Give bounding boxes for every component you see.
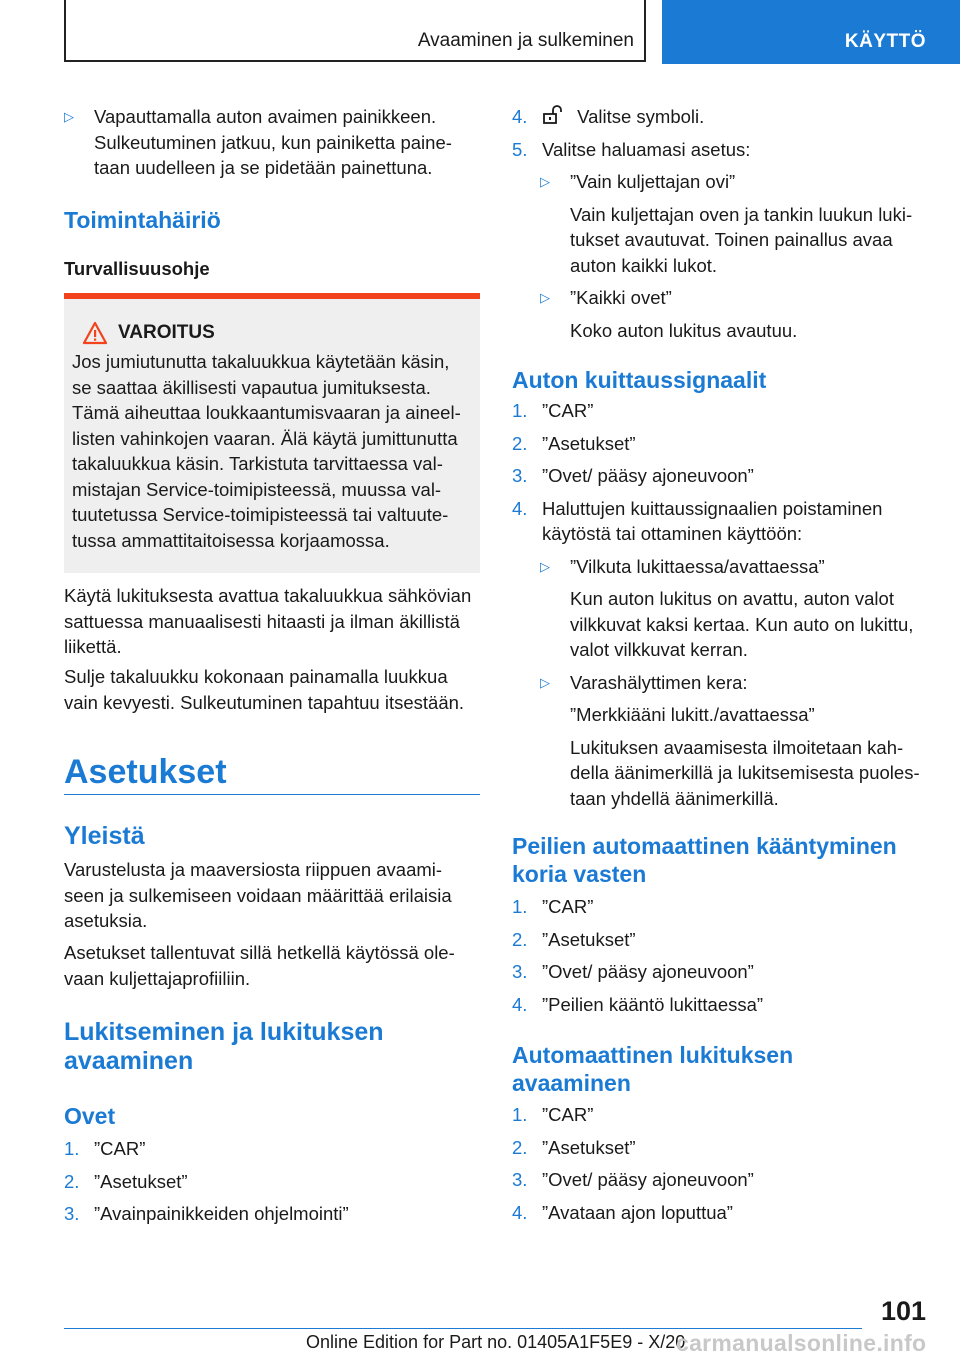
heading-line: koria vasten — [512, 861, 647, 887]
step-text: ”Avataan ajon loputtua” — [542, 1201, 733, 1223]
page-header — [0, 0, 960, 66]
lock-heading — [64, 1018, 480, 1076]
section-title: Avaaminen ja sulkeminen — [64, 0, 646, 62]
paragraph-line: vilkkuvat kaksi kertaa. Kun auto on lukittu, — [570, 613, 914, 635]
step-text: Valitse haluamasi asetus: — [542, 138, 751, 160]
general-heading: Yleistä — [64, 822, 145, 850]
step-number: 2. — [512, 928, 528, 950]
auto-unlock-steps — [512, 1102, 926, 1225]
paragraph-line: vain kevyesti. Sulkeutuminen tapahtuu itsestään. — [64, 691, 465, 713]
step-text: käytöstä tai ottaminen käyttöön: — [542, 523, 803, 544]
step-number: 4. — [512, 106, 528, 127]
list-item — [512, 1102, 926, 1128]
step-text: Haluttujen kuittaussignaalien poistaminen — [542, 497, 883, 519]
list-item — [64, 104, 480, 181]
list-item — [540, 554, 926, 580]
paragraph-line: Käytä lukituksesta avattua takaluukkua sähkövian — [64, 585, 472, 606]
warning-triangle-icon — [82, 321, 108, 345]
step-number: 2. — [512, 1136, 528, 1158]
list-item-text: Vapauttamalla auton avaimen painikkeen. — [94, 106, 437, 127]
heading-line: avaaminen — [512, 1070, 631, 1096]
step-text: ”Peilien kääntö lukittaessa” — [542, 993, 764, 1015]
warning-text: Jos jumiutunutta takaluukkua käytetään käsin, — [72, 351, 450, 372]
step-text: ”Ovet/ pääsy ajoneuvoon” — [542, 1169, 754, 1190]
list-item — [540, 670, 926, 696]
option-description — [540, 318, 926, 344]
warning-text: tuutetussa Service-toimipisteessä tai valtuute- — [72, 504, 449, 525]
doors-steps — [64, 1136, 480, 1227]
paragraph — [64, 857, 480, 934]
watermark[interactable]: carmanualsonline.info — [676, 1330, 927, 1356]
heading-line: avaaminen — [64, 1047, 194, 1075]
step-number: 5. — [512, 138, 528, 160]
auto-unlock-heading — [512, 1041, 926, 1097]
paragraph-line: Lukituksen avaamisesta ilmoitetaan kah- — [570, 736, 904, 758]
warning-text: mistajan Service-toimipisteessä, muussa val- — [72, 478, 442, 500]
step-number: 2. — [512, 432, 528, 454]
paragraph — [64, 664, 480, 715]
option-title: ”Vain kuljettajan ovi” — [570, 171, 736, 192]
edition-text: Online Edition for Part no. 01405A1F5E9 - X/20 — [306, 1332, 686, 1352]
mirror-steps — [512, 894, 926, 1017]
triangle-bullet-icon: ▷ — [540, 558, 550, 574]
ack-options — [512, 554, 926, 812]
fault-heading: Toimintahäiriö — [64, 207, 221, 233]
step-text: ”CAR” — [542, 400, 594, 421]
step-number: 4. — [512, 993, 528, 1015]
list-item — [512, 398, 926, 424]
list-item — [64, 1136, 480, 1162]
triangle-bullet-icon: ▷ — [540, 174, 550, 189]
paragraph-line: Asetukset tallentuvat sillä hetkellä käytössä ole- — [64, 942, 455, 963]
list-item — [512, 496, 926, 547]
step-text: ”Asetukset” — [542, 928, 636, 950]
warning-text: takaluukkua käsin. Tarkistuta tarvittaessa val- — [72, 453, 443, 474]
paragraph-line: ”Merkkiääni lukitt./avattaessa” — [570, 704, 815, 725]
triangle-bullet-icon: ▷ — [540, 674, 550, 690]
step-number: 3. — [512, 961, 528, 982]
paragraph-line: Vain kuljettajan oven ja tankin luukun luki- — [570, 203, 913, 225]
page-number: 101 — [880, 1296, 926, 1326]
paragraph-line: liikettä. — [64, 636, 122, 657]
paragraph-line: tukset avautuvat. Toinen painallus avaa — [570, 229, 893, 250]
paragraph-line: Koko auton lukitus avautuu. — [570, 319, 798, 341]
step-text: ”CAR” — [542, 896, 594, 917]
option-description — [540, 702, 926, 811]
list-item — [512, 894, 926, 920]
unlock-icon — [542, 104, 566, 126]
list-item — [512, 137, 926, 163]
list-item-text: taan uudelleen ja se pidetään painettuna. — [94, 157, 433, 178]
paragraph-line: della äänimerkillä ja lukitsemisesta puoles- — [570, 762, 920, 783]
list-item — [512, 1167, 926, 1193]
step-text: ”Ovet/ pääsy ajoneuvoon” — [542, 961, 754, 982]
footer-rule — [64, 1328, 862, 1329]
step-number: 1. — [512, 896, 528, 917]
step-number: 4. — [512, 1201, 528, 1223]
step-number: 3. — [512, 1169, 528, 1190]
paragraph-line: seen ja sulkemiseen voidaan määrittää erilaisia — [64, 884, 452, 906]
step-number: 1. — [512, 1104, 528, 1125]
step-number: 4. — [512, 497, 528, 519]
step-number: 1. — [64, 1138, 80, 1159]
triangle-bullet-icon: ▷ — [540, 290, 550, 305]
step-number: 3. — [512, 465, 528, 486]
paragraph-line: Varustelusta ja maaversiosta riippuen avaami- — [64, 859, 443, 880]
list-item — [64, 1169, 480, 1195]
list-item — [540, 169, 926, 195]
step-text: ”Asetukset” — [542, 1136, 636, 1158]
step-text: Valitse symboli. — [577, 106, 705, 127]
ack-steps — [512, 398, 926, 811]
warning-text: tussa ammattitaitoisessa korjaamossa. — [72, 529, 390, 551]
settings-heading: Asetukset — [64, 753, 227, 791]
list-item — [540, 285, 926, 311]
list-item — [512, 927, 926, 953]
paragraph-line: Kun auton lukitus on avattu, auton valot — [570, 588, 894, 609]
step-number: 3. — [64, 1203, 80, 1224]
triangle-bullet-icon: ▷ — [64, 109, 74, 124]
step-text: ”Asetukset” — [94, 1170, 188, 1192]
mirror-heading — [512, 832, 926, 888]
option-description — [540, 586, 926, 663]
warning-box — [64, 293, 480, 573]
doors-heading: Ovet — [64, 1103, 116, 1129]
paragraph-line: asetuksia. — [64, 910, 148, 931]
paragraph-line: taan yhdellä äänimerkillä. — [570, 787, 779, 809]
step-number: 2. — [64, 1170, 80, 1192]
list-item — [512, 104, 926, 130]
step-text: ”Avainpainikkeiden ohjelmointi” — [94, 1203, 349, 1224]
list-item — [512, 959, 926, 985]
paragraph-line: sattuessa manuaalisesti hitaasti ja ilman äkillistä — [64, 610, 460, 632]
step-text: ”CAR” — [94, 1138, 146, 1159]
paragraph-line: auton kaikki lukot. — [570, 254, 718, 276]
list-item — [512, 431, 926, 457]
option-title: ”Kaikki ovet” — [570, 287, 672, 308]
chapter-tab: KÄYTTÖ — [662, 0, 960, 64]
paragraph — [64, 940, 480, 991]
heading-line: Lukitseminen ja lukituksen — [64, 1018, 384, 1046]
heading-rule — [64, 794, 480, 795]
option-list — [512, 169, 926, 343]
ack-heading: Auton kuittaussignaalit — [512, 367, 767, 393]
list-item — [512, 1200, 926, 1226]
paragraph-line: Sulje takaluukku kokonaan painamalla luukkua — [64, 666, 448, 687]
list-item — [512, 463, 926, 489]
option-title: Varashälyttimen kera: — [570, 671, 748, 693]
step-text: ”Asetukset” — [542, 432, 636, 454]
list-item-text: Sulkeutuminen jatkuu, kun painiketta paine- — [94, 131, 452, 153]
step-text: ”CAR” — [542, 1104, 594, 1125]
list-item — [512, 1135, 926, 1161]
option-title: ”Vilkuta lukittaessa/avattaessa” — [570, 555, 825, 577]
warning-text: listen vahinkojen vaaran. Älä käytä jumittunutta — [72, 427, 458, 449]
heading-line: Peilien automaattinen kääntyminen — [512, 833, 897, 859]
right-column — [512, 104, 926, 343]
step-number: 1. — [512, 400, 528, 421]
safety-heading: Turvallisuusohje — [64, 258, 210, 279]
heading-line: Automaattinen lukituksen — [512, 1042, 794, 1068]
paragraph-line: vaan kuljettajaprofiiliin. — [64, 967, 251, 989]
step-text: ”Ovet/ pääsy ajoneuvoon” — [542, 465, 754, 486]
paragraph — [64, 583, 480, 660]
warning-text: se saattaa äkillisesti vapautua jumituksesta. — [72, 376, 431, 398]
warning-text: Tämä aiheuttaa loukkaantumisvaaran ja aineel- — [72, 402, 461, 423]
option-description — [540, 202, 926, 279]
warning-label: VAROITUS — [118, 322, 215, 343]
list-item — [64, 1201, 480, 1227]
left-column — [64, 104, 480, 181]
paragraph-line: valot vilkkuvat kerran. — [570, 639, 748, 660]
list-item — [512, 992, 926, 1018]
